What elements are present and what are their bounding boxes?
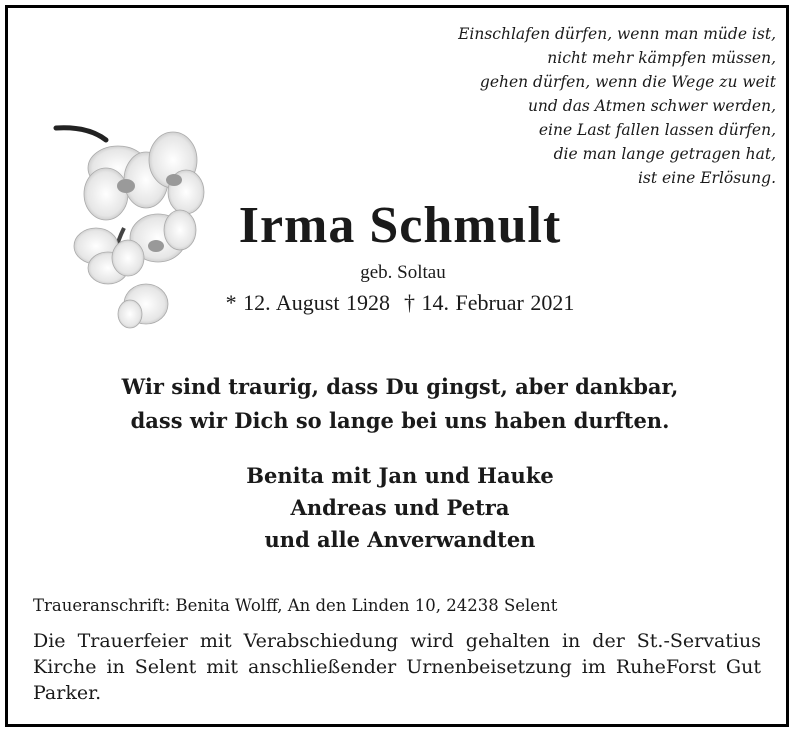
quote-line: dass wir Dich so lange bei uns haben durften. [130,408,670,433]
poem-line: ist eine Erlösung. [637,169,776,187]
birth-date: * 12. August 1928 [225,290,390,315]
poem-line: Einschlafen dürfen, wenn man müde ist, [458,25,776,43]
poem [416,22,776,190]
death-date: † 14. Februar 2021 [403,290,575,315]
birth-name: geb. Soltau [360,262,446,283]
poem-line: und das Atmen schwer werden, [527,97,776,115]
bereaved-family [0,460,800,556]
mourning-quote [0,370,800,438]
family-line: Andreas und Petra [290,495,510,520]
family-line: Benita mit Jan und Hauke [246,463,554,488]
mourning-address: Traueranschrift: Benita Wolff, An den Linden 10, 24238 Selent [33,596,558,615]
quote-line: Wir sind traurig, dass Du gingst, aber dankbar, [121,374,679,399]
life-dates [200,290,600,316]
poem-line: eine Last fallen lassen dürfen, [538,121,776,139]
family-line: und alle Anverwandten [264,527,536,552]
poem-line: die man lange getragen hat, [553,145,776,163]
deceased-name: Irma Schmult [238,197,562,254]
funeral-service-info: Die Trauerfeier mit Verabschiedung wird gehalten in der St.-Servatius Kirche in Selent mit anschließender Urnenbeisetzung im RuheForst Gut Parker. [33,630,761,704]
poem-line: nicht mehr kämpfen müssen, [547,49,776,67]
poem-line: gehen dürfen, wenn die Wege zu weit [479,73,776,91]
